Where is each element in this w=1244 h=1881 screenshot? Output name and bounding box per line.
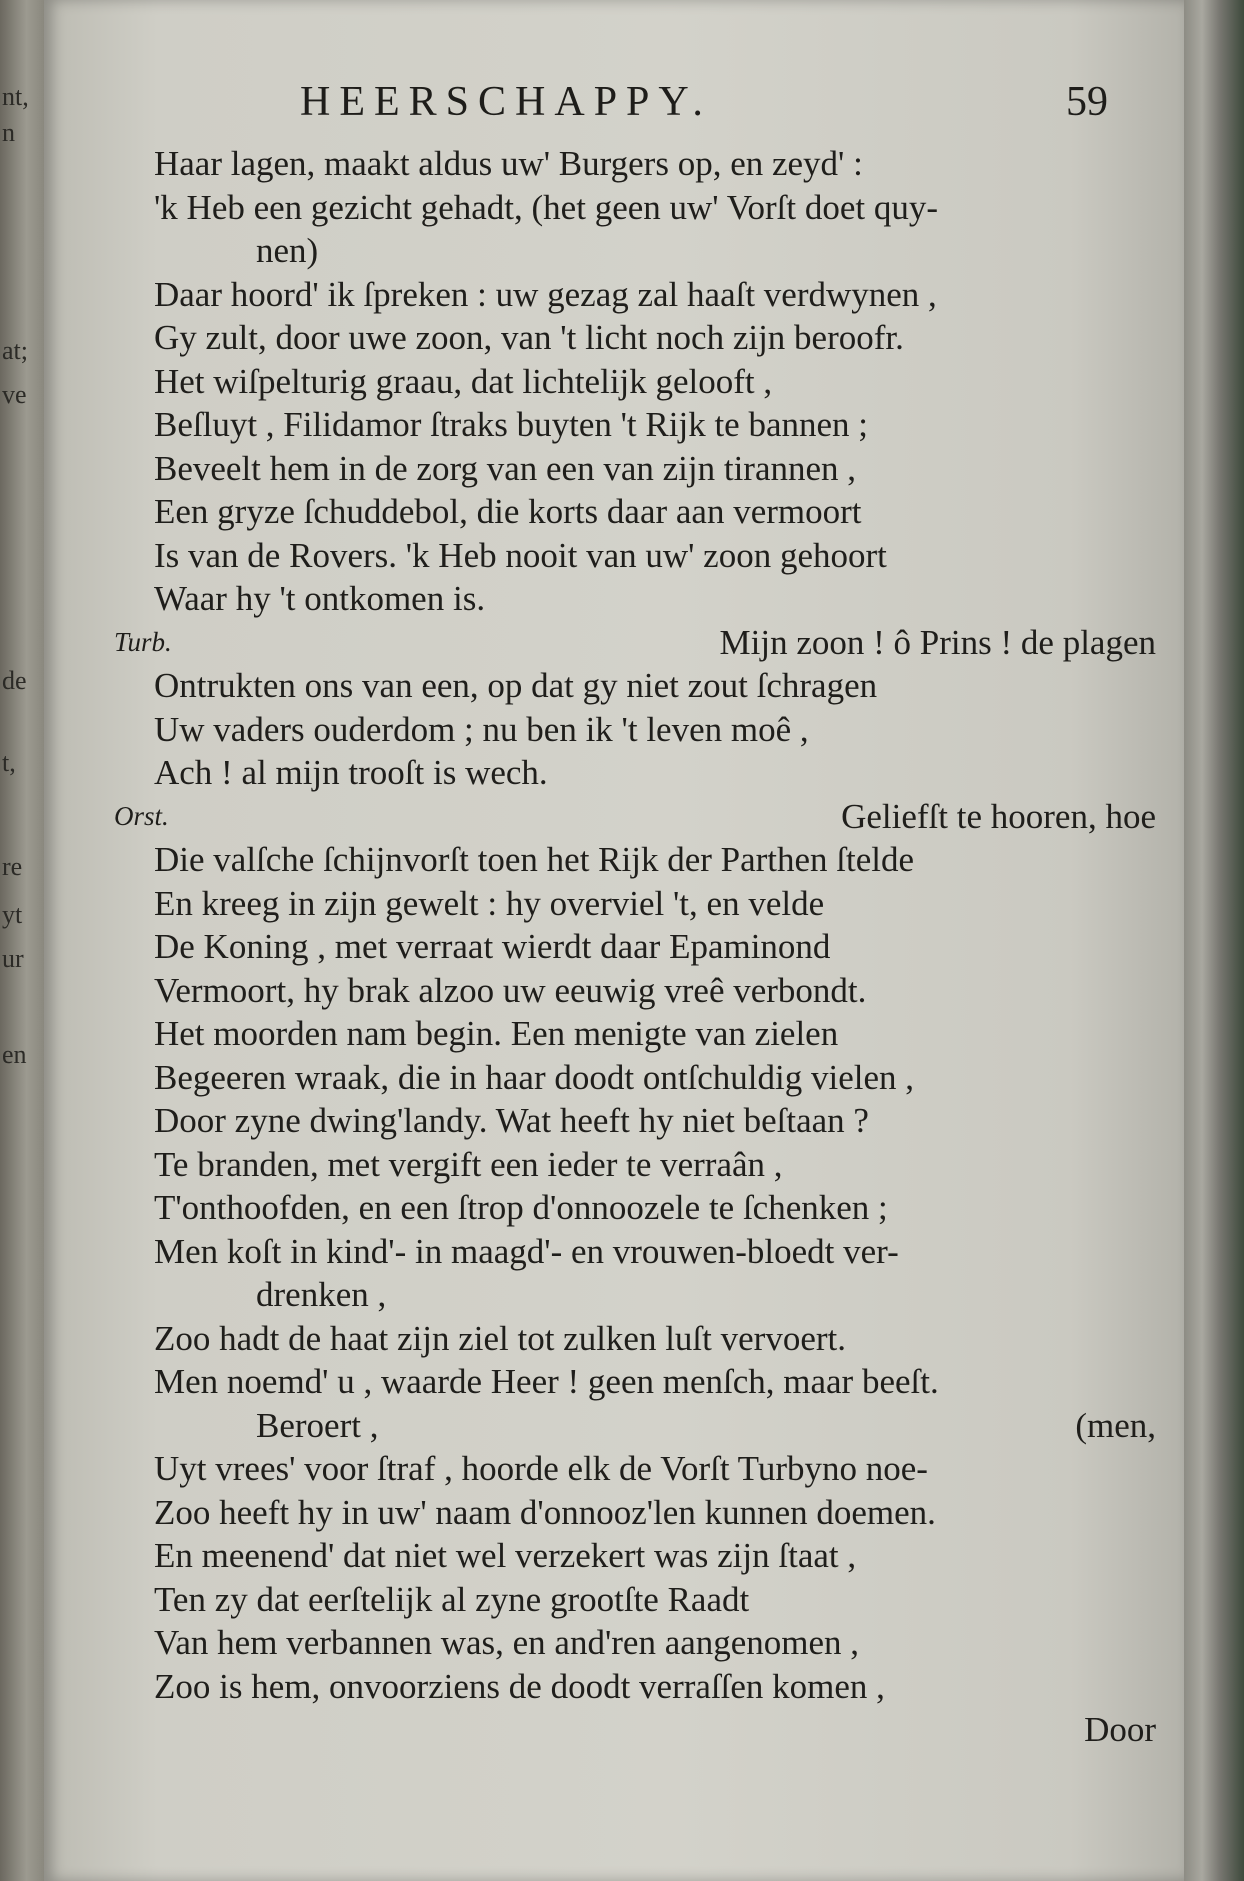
verse-line	[106, 1317, 1166, 1361]
line-text: Men koſt in kind'- in maagd'- en vrouwen-bloedt ver-	[154, 1231, 899, 1271]
verse-line	[106, 1404, 1166, 1448]
line-text: Gy zult, door uwe zoon, van 't licht noch zijn beroofr.	[154, 318, 904, 357]
verse-line	[106, 795, 1166, 839]
line-text: Vermoort, hy brak alzoo uw eeuwig vreê verbondt.	[154, 970, 867, 1010]
line-text: Die valſche ſchijnvorſt toen het Rijk der Parthen ſtelde	[154, 840, 915, 879]
prev-margin-fragment: yt	[2, 900, 23, 929]
line-text: T'onthoofden, en een ſtrop d'onnoozele te ſchenken ;	[154, 1188, 888, 1227]
prev-margin-fragment: nt,	[2, 82, 29, 111]
page-header	[44, 78, 1184, 138]
line-text: De Koning , met verraat wierdt daar Epaminond	[154, 927, 831, 966]
previous-page-edge	[0, 0, 44, 1881]
verse-line	[106, 751, 1166, 795]
line-text: Het moorden nam begin. Een menigte van zielen	[154, 1014, 839, 1053]
verse-line	[106, 490, 1166, 534]
line-text: Ontrukten ons van een, op dat gy niet zout ſchragen	[154, 666, 878, 705]
verse-line	[106, 621, 1166, 665]
verse-text	[106, 142, 1166, 1752]
verse-line	[106, 447, 1166, 491]
verse-line	[106, 534, 1166, 578]
line-text: Is van de Rovers. 'k Heb nooit van uw' zoon gehoort	[154, 535, 887, 575]
line-text: Beveelt hem in de zorg van een van zijn tirannen ,	[154, 448, 857, 488]
verse-line	[106, 1360, 1166, 1404]
verse-line	[106, 186, 1166, 230]
line-text: Men noemd' u , waarde Heer ! geen menſch, maar beeſt.	[154, 1362, 939, 1401]
line-text: Te branden, met vergift een ieder te verraân ,	[154, 1144, 783, 1184]
verse-line	[106, 1491, 1166, 1535]
verse-line	[106, 1665, 1166, 1709]
line-text: Uw vaders ouderdom ; nu ben ik 't leven moê ,	[154, 709, 809, 749]
line-text: Door zyne dwing'landy. Wat heeft hy niet beſtaan ?	[154, 1101, 869, 1140]
verse-line	[106, 1186, 1166, 1230]
speaker-label: Orst.	[114, 800, 169, 831]
verse-line	[106, 316, 1166, 360]
prev-margin-fragment: de	[2, 666, 27, 695]
prev-margin-fragment: t,	[2, 748, 16, 777]
verse-line	[106, 360, 1166, 404]
line-text: Zoo heeft hy in uw' naam d'onnooz'len kunnen doemen.	[154, 1492, 936, 1532]
line-text: Zoo is hem, onvoorziens de doodt verraſſen komen ,	[154, 1666, 885, 1706]
prev-margin-fragment: at;	[2, 336, 28, 365]
verse-line	[106, 273, 1166, 317]
verse-line	[106, 1143, 1166, 1187]
line-text: En meenend' dat niet wel verzekert was zijn ſtaat ,	[154, 1536, 857, 1575]
prev-margin-fragment: ur	[2, 944, 24, 973]
prev-margin-fragment: n	[2, 118, 15, 147]
line-text: En kreeg in zijn gewelt : hy overviel 't, en velde	[154, 883, 825, 923]
prev-margin-fragment: en	[2, 1040, 27, 1069]
line-text: Van hem verbannen was, en and'ren aangenomen ,	[154, 1623, 860, 1662]
page-number: 59	[1066, 79, 1108, 125]
verse-line	[106, 708, 1166, 752]
line-text: Zoo hadt de haat zijn ziel tot zulken luſt vervoert.	[154, 1318, 846, 1358]
line-text: Haar lagen, maakt aldus uw' Burgers op, en zeyd' :	[154, 144, 863, 183]
speaker-label: Turb.	[114, 626, 172, 657]
line-text: Uyt vrees' voor ſtraf , hoorde elk de Vorſt Turbyno noe-	[154, 1449, 928, 1488]
verse-line	[106, 1708, 1166, 1752]
verse-line	[106, 1012, 1166, 1056]
verse-line	[106, 1621, 1166, 1665]
verse-line	[106, 577, 1166, 621]
line-text: Het wiſpelturig graau, dat lichtelijk gelooft ,	[154, 361, 773, 401]
verse-line	[106, 1447, 1166, 1491]
line-text: Geliefſt te hooren, hoe	[841, 796, 1156, 836]
line-text: Beſluyt , Filidamor ſtraks buyten 't Rijk te bannen ;	[154, 405, 868, 444]
verse-line	[106, 925, 1166, 969]
verse-line	[106, 1578, 1166, 1622]
line-text: Daar hoord' ik ſpreken : uw gezag zal haaſt verdwynen ,	[154, 274, 937, 314]
line-text: Mijn zoon ! ô Prins ! de plagen	[719, 622, 1156, 662]
line-text: Begeeren wraak, die in haar doodt ontſchuldig vielen ,	[154, 1057, 915, 1097]
verse-line	[106, 1273, 1166, 1317]
book-page	[44, 0, 1184, 1881]
line-text: nen)	[256, 231, 319, 270]
line-text: Een gryze ſchuddebol, die korts daar aan vermoort	[154, 492, 862, 531]
verse-line	[106, 1230, 1166, 1274]
verse-line	[106, 1534, 1166, 1578]
verse-line	[106, 882, 1166, 926]
line-text: 'k Heb een gezicht gehadt, (het geen uw' Vorſt doet quy-	[154, 187, 938, 227]
prev-margin-fragment: re	[2, 852, 23, 881]
verse-line	[106, 1099, 1166, 1143]
prev-margin-fragment: ve	[2, 380, 27, 409]
turnover-text: (men,	[1075, 1405, 1156, 1445]
verse-line	[106, 142, 1166, 186]
verse-line	[106, 664, 1166, 708]
verse-line	[106, 229, 1166, 273]
running-head: HEERSCHAPPY.	[300, 79, 712, 125]
line-text: Waar hy 't ontkomen is.	[154, 579, 486, 618]
catchword: Door	[1084, 1710, 1156, 1749]
page-stack-edge	[1184, 0, 1244, 1881]
verse-line	[106, 838, 1166, 882]
line-text: Ten zy dat eerſtelijk al zyne grootſte Raadt	[154, 1579, 750, 1619]
line-text: Beroert ,	[256, 1405, 379, 1445]
line-text: drenken ,	[256, 1275, 387, 1314]
verse-line	[106, 1056, 1166, 1100]
verse-line	[106, 403, 1166, 447]
verse-line	[106, 969, 1166, 1013]
line-text: Ach ! al mijn trooſt is wech.	[154, 753, 548, 792]
